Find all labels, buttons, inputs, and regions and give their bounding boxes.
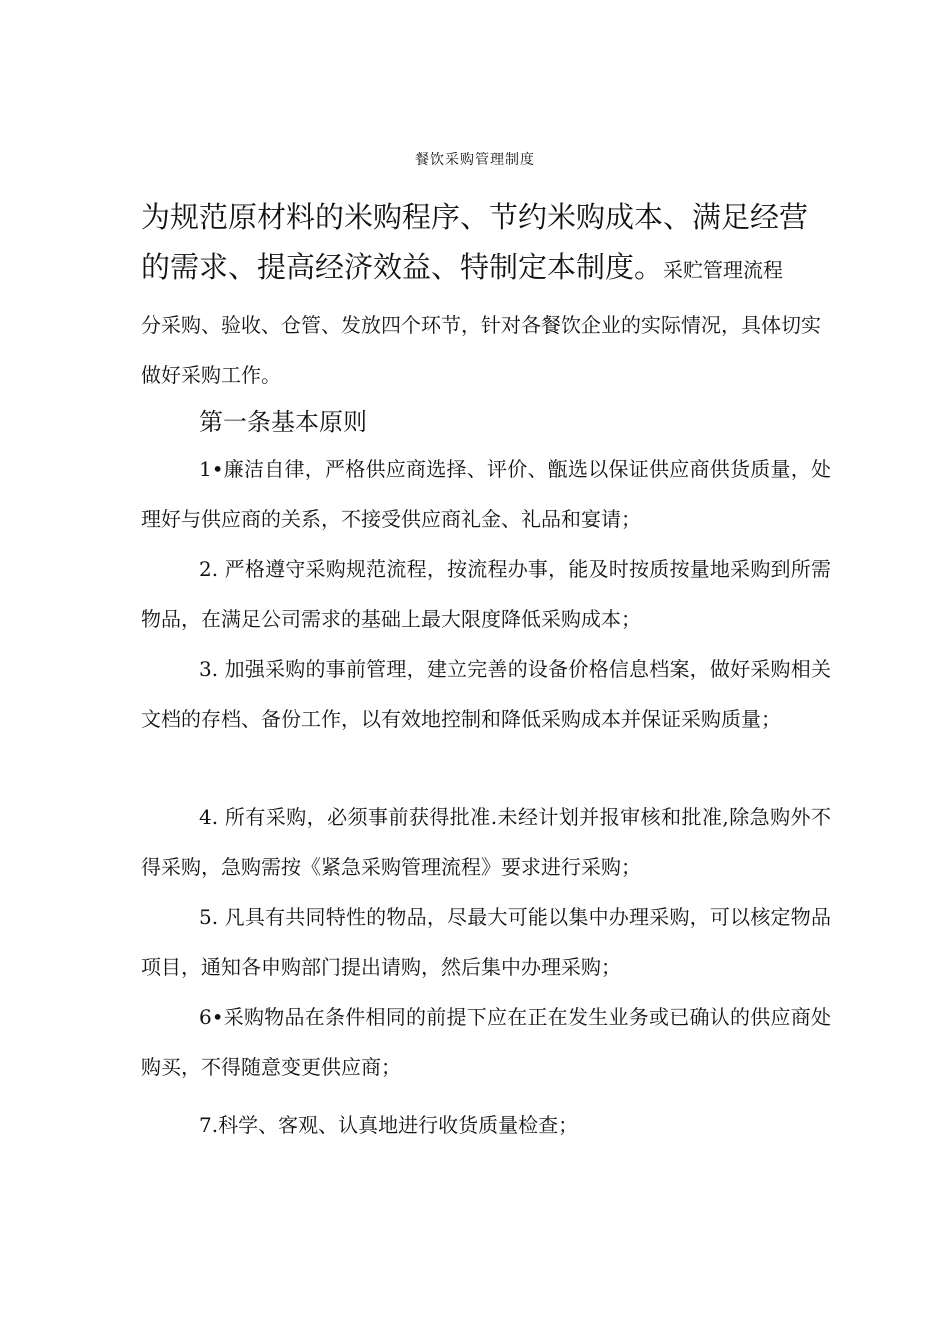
rule-item-4: 4. 所有采购，必须事前获得批准.未经计划并报审核和批准,除急购外不得采购，急购需按《紧急采购管理流程》要求进行采购； bbox=[141, 805, 831, 879]
section-heading: 第一条基本原则 bbox=[199, 408, 367, 436]
rule-item-6: 6•采购物品在条件相同的前提下应在正在发生业务或已确认的供应商处购买，不得随意变更供应商； bbox=[141, 1005, 831, 1079]
document-title: 餐饮采购管理制度 bbox=[415, 152, 535, 168]
intro-paragraph bbox=[141, 192, 831, 295]
intro-tail-paragraph: 分采购、验收、仓管、发放四个环节，针对各餐饮企业的实际情况，具体切实做好采购工作。 bbox=[141, 313, 821, 387]
intro-small-text: 采贮管理流程 bbox=[663, 258, 784, 282]
intro-large-text: 为规范原材料的米购程序、节约米购成本、满足经营的需求、提高经济效益、特制定本制度。 bbox=[141, 200, 809, 284]
rule-item-2: 2. 严格遵守采购规范流程，按流程办事，能及时按质按量地采购到所需物品，在满足公司需求的基础上最大限度降低采购成本； bbox=[141, 557, 831, 631]
rule-item-7: 7.科学、客观、认真地进行收货质量检查； bbox=[199, 1113, 579, 1137]
rule-item-5: 5. 凡具有共同特性的物品，尽最大可能以集中办理采购，可以核定物品项目，通知各申购部门提出请购，然后集中办理采购； bbox=[141, 905, 831, 979]
rule-item-3: 3. 加强采购的事前管理，建立完善的设备价格信息档案，做好采购相关文档的存档、备份工作，以有效地控制和降低采购成本并保证采购质量； bbox=[141, 657, 831, 731]
rule-item-1: 1•廉洁自律，严格供应商选择、评价、甑选以保证供应商供货质量，处理好与供应商的关系，不接受供应商礼金、礼品和宴请； bbox=[141, 457, 831, 531]
